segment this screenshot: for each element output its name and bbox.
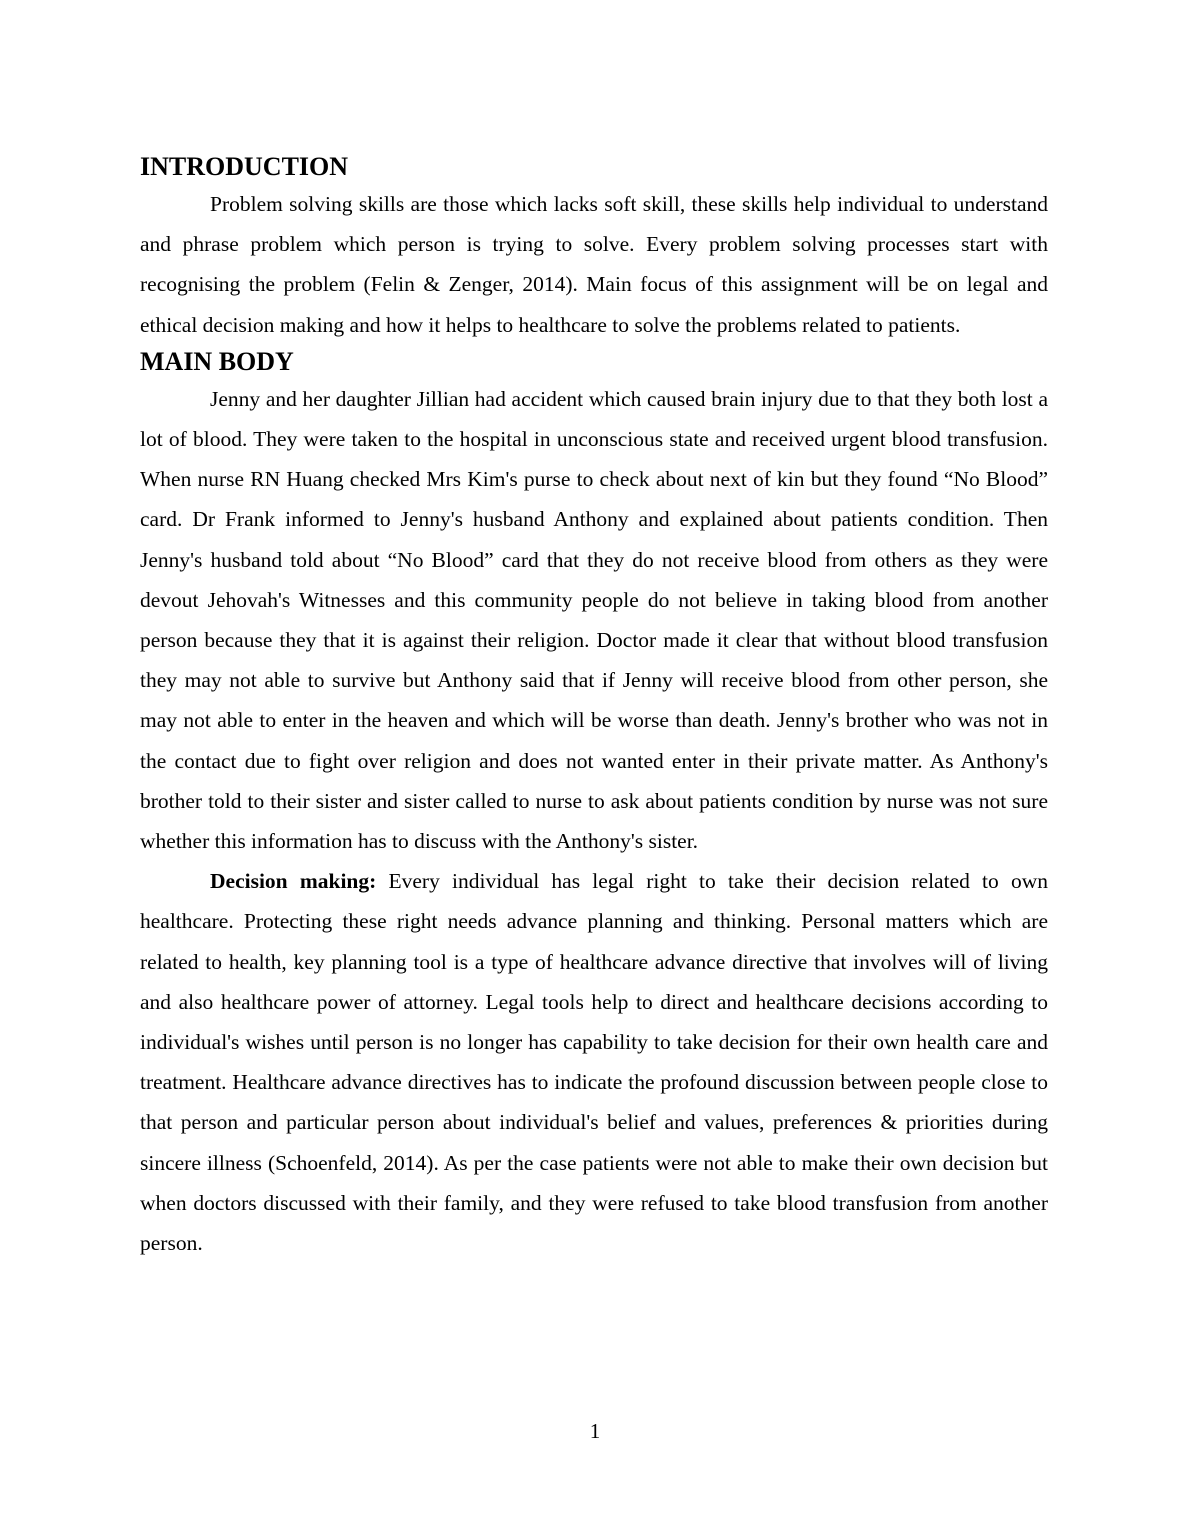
introduction-paragraph: Problem solving skills are those which lacks soft skill, these skills help individual to understand and phrase problem which person is trying to solve. Every problem solving processes start with recognising the problem (Felin & Zenger, 2014). Main focus of this assignment will be on legal and ethical decision making and how it helps to healthcare to solve the problems related to patients. [140,192,1048,337]
introduction-heading: INTRODUCTION [140,152,349,181]
page-number: 1 [589,1419,601,1443]
case-summary-paragraph: Jenny and her daughter Jillian had accident which caused brain injury due to that they both lost a lot of blood. They were taken to the hospital in unconscious state and received urgent blood transfusion. When nurse RN Huang checked Mrs Kim's purse to check about next of kin but they found “No Blood” card. Dr Frank informed to Jenny's husband Anthony and explained about patients condition. Then Jenny's husband told about “No Blood” card that they do not receive blood from others as they were devout Jehovah's Witnesses and this community people do not believe in taking blood from another person because they that it is against their religion. Doctor made it clear that without blood transfusion they may not able to survive but Anthony said that if Jenny will receive blood from other person, she may not able to enter in the heaven and which will be worse than death. Jenny's brother who was not in the contact due to fight over religion and does not wanted enter in their private matter. As Anthony's brother told to their sister and sister called to nurse to ask about patients condition by nurse was not sure whether this information has to discuss with the Anthony's sister. [140,386,1048,854]
decision-making-text: Every individual has legal right to take their decision related to own healthcare. Protecting these right needs advance planning and thinking. Personal matters which are related to health, key planning tool is a type of healthcare advance directive that involves will of living and also healthcare power of attorney. Legal tools help to direct and healthcare decisions according to individual's wishes until person is no longer has capability to take decision for their own health care and treatment. Healthcare advance directives has to indicate the profound discussion between people close to that person and particular person about individual's belief and values, preferences & priorities during sincere illness (Schoenfeld, 2014). As per the case patients were not able to make their own decision but when doctors discussed with their family, and they were refused to take blood transfusion from another person. [140,869,1049,1256]
main-body-heading: MAIN BODY [140,346,294,376]
decision-making-label: Decision making: [210,869,377,894]
decision-making-paragraph [140,861,1048,1263]
document-page [140,150,1048,1263]
